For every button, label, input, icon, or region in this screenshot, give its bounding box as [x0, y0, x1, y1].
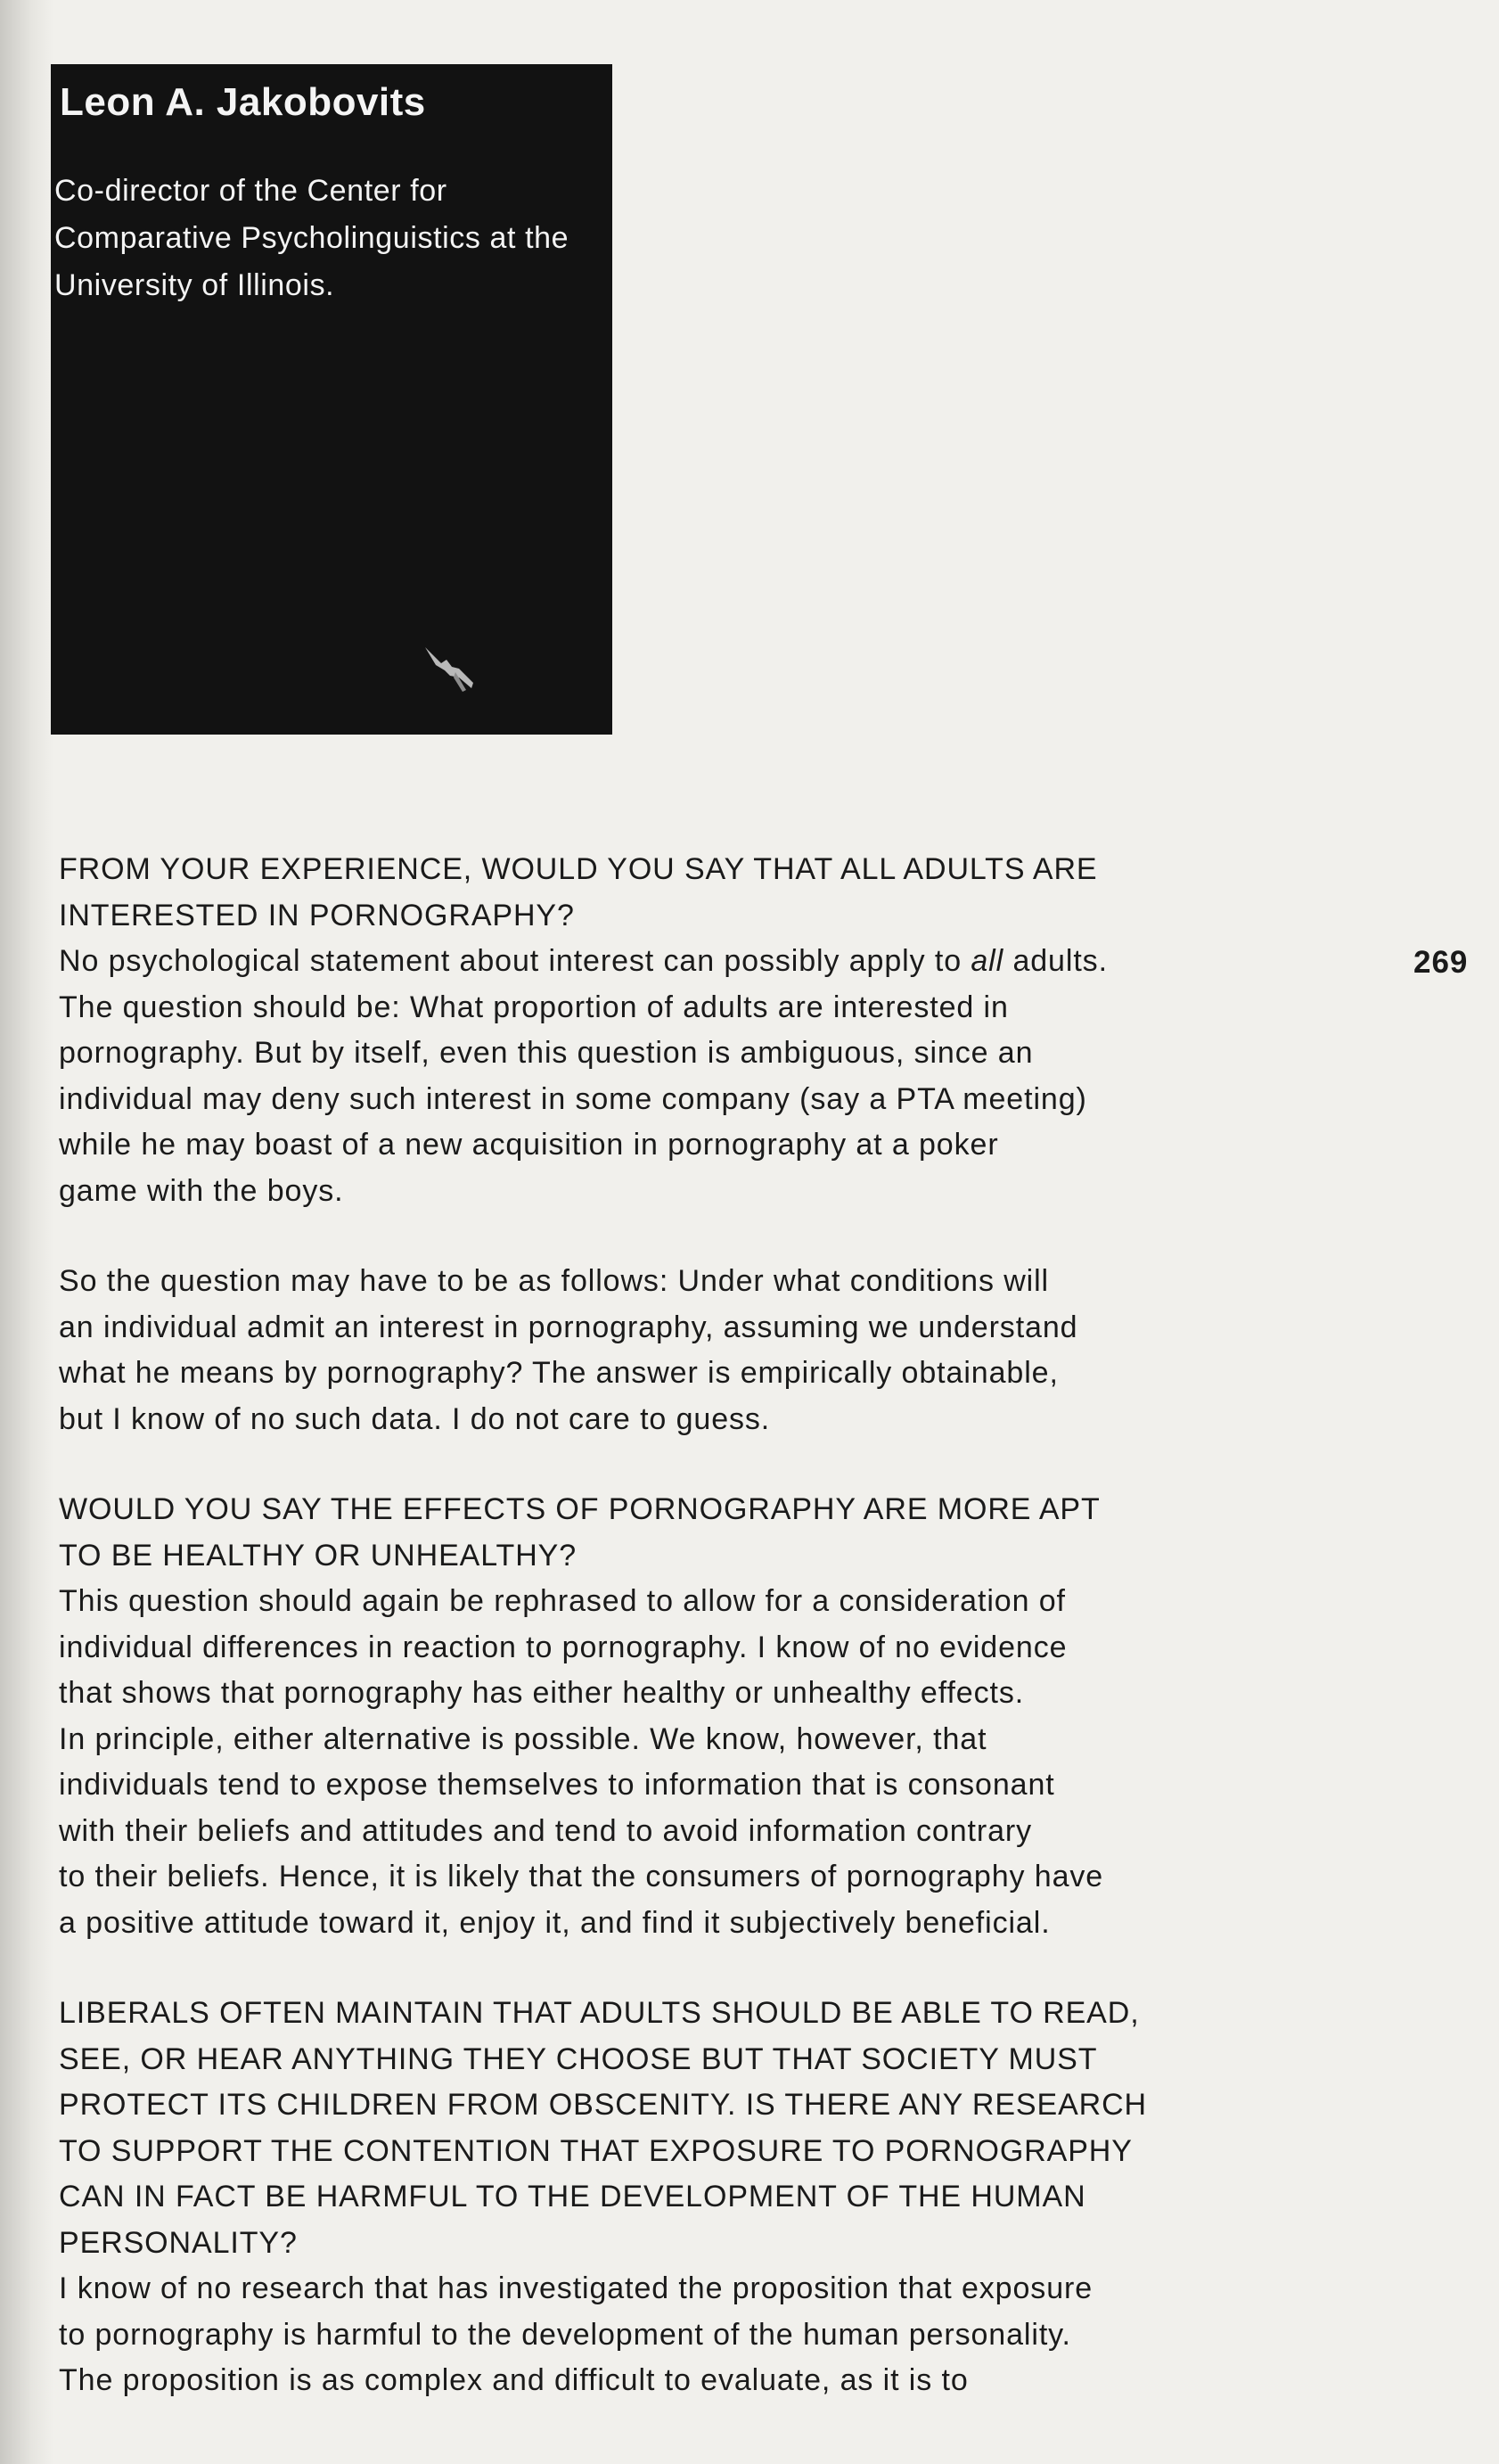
question-line: CAN IN FACT BE HARMFUL TO THE DEVELOPMENT OF THE HUMAN	[59, 2180, 1086, 2213]
answer-line: but I know of no such data. I do not care to guess.	[59, 1401, 771, 1436]
answer-paragraph	[59, 1579, 1289, 1946]
author-bio-line: University of Illinois.	[54, 268, 335, 302]
question-heading	[59, 847, 1289, 939]
author-bio-line: Co-director of the Center for	[54, 174, 447, 208]
qa-section-2	[59, 1487, 1289, 1946]
author-photo-block	[51, 64, 612, 735]
author-bio	[54, 168, 607, 309]
answer-line: pornography. But by itself, even this question is ambiguous, since an	[59, 1036, 1034, 1070]
answer-line: a positive attitude toward it, enjoy it, and find it subjectively beneficial.	[59, 1905, 1051, 1940]
answer-line: what he means by pornography? The answer is empirically obtainable,	[59, 1356, 1059, 1390]
answer-line: to their beliefs. Hence, it is likely that the consumers of pornography have	[59, 1860, 1104, 1893]
answer-line: individual may deny such interest in some company (say a PTA meeting)	[59, 1081, 1087, 1116]
question-line: FROM YOUR EXPERIENCE, WOULD YOU SAY THAT ALL ADULTS ARE	[59, 852, 1098, 886]
qa-section-1	[59, 847, 1289, 1442]
answer-paragraph	[59, 939, 1289, 1214]
answer-line: individuals tend to expose themselves to information that is consonant	[59, 1768, 1055, 1802]
answer-line: The question should be: What proportion of adults are interested in	[59, 990, 1009, 1024]
answer-line: with their beliefs and attitudes and tend to avoid information contrary	[59, 1813, 1033, 1848]
question-line: PROTECT ITS CHILDREN FROM OBSCENITY. IS THERE ANY RESEARCH	[59, 2088, 1148, 2122]
question-line: SEE, OR HEAR ANYTHING THEY CHOOSE BUT THAT SOCIETY MUST	[59, 2041, 1098, 2076]
answer-line: that shows that pornography has either healthy or unhealthy effects.	[59, 1676, 1025, 1710]
question-line: TO SUPPORT THE CONTENTION THAT EXPOSURE TO PORNOGRAPHY	[59, 2133, 1133, 2168]
question-line: INTERESTED IN PORNOGRAPHY?	[59, 898, 575, 932]
answer-line: to pornography is harmful to the development of the human personality.	[59, 2317, 1071, 2352]
qa-section-3	[59, 1991, 1289, 2404]
answer-line: In principle, either alternative is possible. We know, however, that	[59, 1721, 987, 1756]
page-number: 269	[1413, 945, 1469, 980]
answer-line-with-emphasis: No psychological statement about interest can possibly apply to all adults.	[59, 944, 1108, 978]
answer-line: I know of no research that has investigated the proposition that exposure	[59, 2271, 1094, 2305]
question-heading	[59, 1487, 1289, 1579]
answer-line: This question should again be rephrased to allow for a consideration of	[59, 1584, 1066, 1618]
answer-line: an individual admit an interest in pornography, assuming we understand	[59, 1310, 1078, 1344]
answer-line: game with the boys.	[59, 1173, 344, 1208]
question-line: LIBERALS OFTEN MAINTAIN THAT ADULTS SHOULD BE ABLE TO READ,	[59, 1996, 1140, 2030]
answer-paragraph	[59, 2266, 1289, 2404]
answer-line: So the question may have to be as follows: Under what conditions will	[59, 1264, 1050, 1298]
question-heading	[59, 1991, 1289, 2266]
question-line: PERSONALITY?	[59, 2225, 298, 2260]
answer-paragraph	[59, 1259, 1289, 1442]
answer-line: individual differences in reaction to pornography. I know of no evidence	[59, 1630, 1068, 1664]
emphasis-all: all	[971, 944, 1004, 978]
question-line: TO BE HEALTHY OR UNHEALTHY?	[59, 1538, 577, 1573]
author-bio-line: Comparative Psycholinguistics at the	[54, 221, 569, 255]
author-name: Leon A. Jakobovits	[60, 80, 426, 124]
question-line: WOULD YOU SAY THE EFFECTS OF PORNOGRAPHY ARE MORE APT	[59, 1492, 1101, 1526]
answer-line: while he may boast of a new acquisition in pornography at a poker	[59, 1128, 999, 1162]
answer-line: The proposition is as complex and difficult to evaluate, as it is to	[59, 2363, 969, 2397]
page-edge-shadow	[0, 0, 53, 2464]
interview-content	[59, 847, 1289, 2404]
bird-icon	[420, 638, 482, 701]
